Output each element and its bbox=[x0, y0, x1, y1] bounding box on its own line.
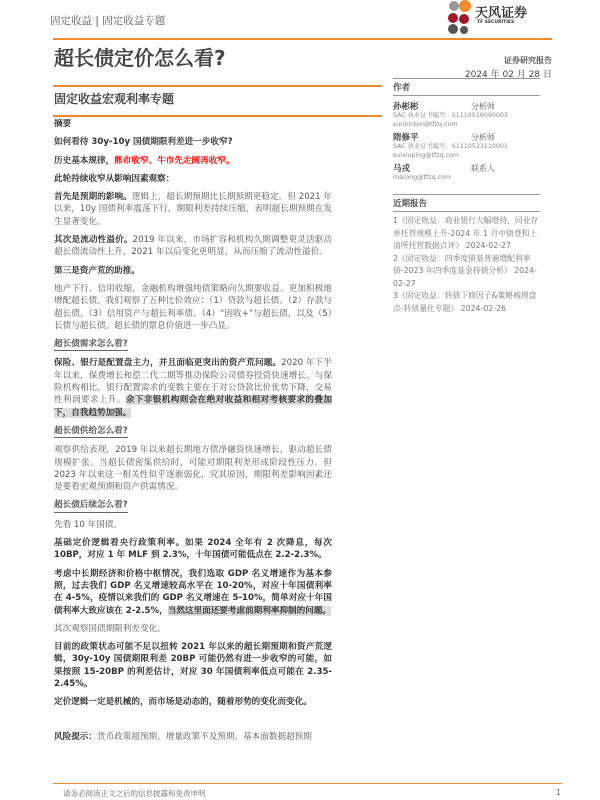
section-outlook: 超长债后续怎么看? bbox=[54, 499, 128, 512]
recent-report-link[interactable]: 2《固定收益：四季度债基普遍增配利率债-2023 年四季度基金持债分析》 2024-02-27 bbox=[393, 253, 537, 288]
abstract-heading: 摘要 bbox=[54, 119, 72, 129]
subtitle: 固定收益宏观利率专题 bbox=[54, 92, 175, 106]
section-demand: 超长债需求怎么看? bbox=[54, 338, 128, 351]
author-item: 隋修平 分析师 SAC 执业证书编号：S1110523110001 suixiuping@tfzq.com bbox=[393, 131, 540, 160]
author-email[interactable]: sunbinbin@tfzq.com bbox=[393, 120, 458, 128]
paragraph-comparison: 地产下行、信用收缩，金融机构增强纯债策略向久期要收益、更加积极地增配超长债。我们观察了五种比价效应：（1）贷款与超长债、（2）存款与超长债、（3）信用资产与超长利率债、（4）“固收+”与超长债，以及（5）长债与超长债。超长债的票息价值进一步凸显。 bbox=[54, 283, 332, 331]
logo-icon bbox=[445, 0, 475, 35]
paragraph-asset-shortage: 第三是资产荒的助推。 bbox=[54, 265, 140, 276]
paragraph-30y: 目前的政策状态可能不足以扭转 2021 年以来的超长期预期和资产荒逻辑，30y-10y 国债期限利差 20BP 可能仍然有进一步收窄的可能，如果按照 15-20BP 的利差估计，对应 30 年国债利率低点可能在 2.35-2.45%。 bbox=[54, 642, 332, 689]
author-item: 马戎 联系人 marong@tfzq.com bbox=[393, 162, 540, 183]
paragraph-demand: 保险、银行是配置盘主力，并且面临更突出的资产荒问题。2020 年下半年以来，保费增长和偿二代二期等推动保险公司债券投资快速增长。与保险机构相比，银行配置需求的变数主要在于对公贷款比价优势下降，交易性利润要求上升。余下非银机构则会在绝对收益和相对考核要求的叠加下，自我趋势加强。 bbox=[54, 358, 332, 418]
risk-warning: 风险提示：货币政策超预期、增量政策不及预期、基本面数据超预期 bbox=[54, 731, 312, 742]
question: 如何看待 30y-10y 国债期限利差进一步收窄? bbox=[54, 137, 233, 148]
report-date: 2024 年 02 月 28 日 bbox=[464, 70, 552, 80]
recent-report-link[interactable]: 1《固定收益：商业银行大幅增持，同业存单托管规模上升-2024 年 1 月中债登和上清所托管数据点评》 2024-02-27 bbox=[393, 216, 539, 250]
paragraph-policy-rate: 基础定价逻辑看央行政策利率。如果 2024 全年有 2 次降息，每次 10BP，对应 1 年 MLF 到 2.3%，十年国债可能低点在 2.2-2.3%。 bbox=[54, 538, 332, 561]
subtitle-rule-top bbox=[53, 85, 382, 87]
author-email[interactable]: suixiuping@tfzq.com bbox=[393, 151, 459, 159]
authors-panel bbox=[393, 78, 540, 183]
observation-intro: 此轮持续收窄从影响因素观察： bbox=[54, 173, 175, 184]
header-rule bbox=[53, 38, 552, 40]
paragraph-conclusion: 定价逻辑一定是机械的，而市场是动态的，随着形势的变化而变化。 bbox=[54, 697, 312, 708]
breadcrumb: 固定收益 | 固定收益专题 bbox=[50, 15, 166, 27]
summary-column bbox=[54, 118, 332, 749]
recent-reports-heading: 近期报告 bbox=[393, 194, 540, 212]
history-rule: 历史基本规律，熊市收窄、牛市先走阔再收窄。 bbox=[54, 155, 235, 166]
paragraph-liquidity: 其次是流动性溢价。2019 年以来，市场扩容和机构久期调整更灵活驱动超长债流动性上升，2021 年以后变化更明显，从而压缩了流动性溢价。 bbox=[54, 235, 332, 258]
page-number: 1 bbox=[556, 788, 561, 797]
subtitle-rule-bottom bbox=[53, 115, 382, 117]
logo-subtext: TF SECURITIES bbox=[477, 20, 515, 25]
recent-report-link[interactable]: 3《固定收益：转债下修因子&策略梳理盘点-转债量化专题》 2024-02-26 bbox=[393, 291, 537, 313]
authors-heading: 作者 bbox=[393, 78, 540, 96]
report-type: 证券研究报告 bbox=[504, 56, 552, 65]
recent-reports-panel bbox=[393, 194, 540, 315]
author-email[interactable]: marong@tfzq.com bbox=[393, 174, 452, 181]
disclaimer: 请务必阅读正文之后的信息披露和免责申明 bbox=[63, 789, 206, 798]
logo-text: 天风证券 bbox=[475, 6, 528, 21]
paragraph-expectation: 首先是预期的影响。逻辑上，超长期预期比长期预期更稳定。但 2021 年以来，10y 国债利率震荡下行，期限利差持续压缩，表明超长期预期在发生显著变化。 bbox=[54, 192, 332, 227]
author-item: 孙彬彬 分析师 SAC 执业证书编号：S1110516090003 sunbinbin@tfzq.com bbox=[393, 100, 540, 129]
company-logo bbox=[445, 0, 555, 35]
section-supply: 超长债供给怎么看? bbox=[54, 425, 128, 438]
paragraph-10y: 先看 10 年国债。 bbox=[54, 519, 122, 530]
paragraph-spread: 其次观察国债期限利差变化。 bbox=[54, 623, 166, 634]
footer-rule bbox=[53, 783, 562, 784]
page-title: 超长债定价怎么看? bbox=[54, 46, 226, 70]
paragraph-supply: 观察供给表现，2019 年以来超长期地方债净融资快速增长，驱动超长债规模扩张。当超长债密集供给时，可能对期限利差形成阶段性压力。但 2023 年以来这一相关性似乎逐渐弱化，究其原因，期限利差影响因素还是要看宏观预期和资产供需情况。 bbox=[54, 445, 332, 493]
paragraph-gdp: 考虑中长期经济和价格中枢情况，我们选取 GDP 名义增速作为基本参照，过去我们 GDP 名义增速较高水平在 10-20%，对应十年国债利率在 4-5%，疫情以来我们的 GDP 名义增速在 5-10%，简单对应十年国债利率大致应该在 2-2.5%，当然这里面还要考虑前期利率抑制的问题。 bbox=[54, 568, 332, 616]
